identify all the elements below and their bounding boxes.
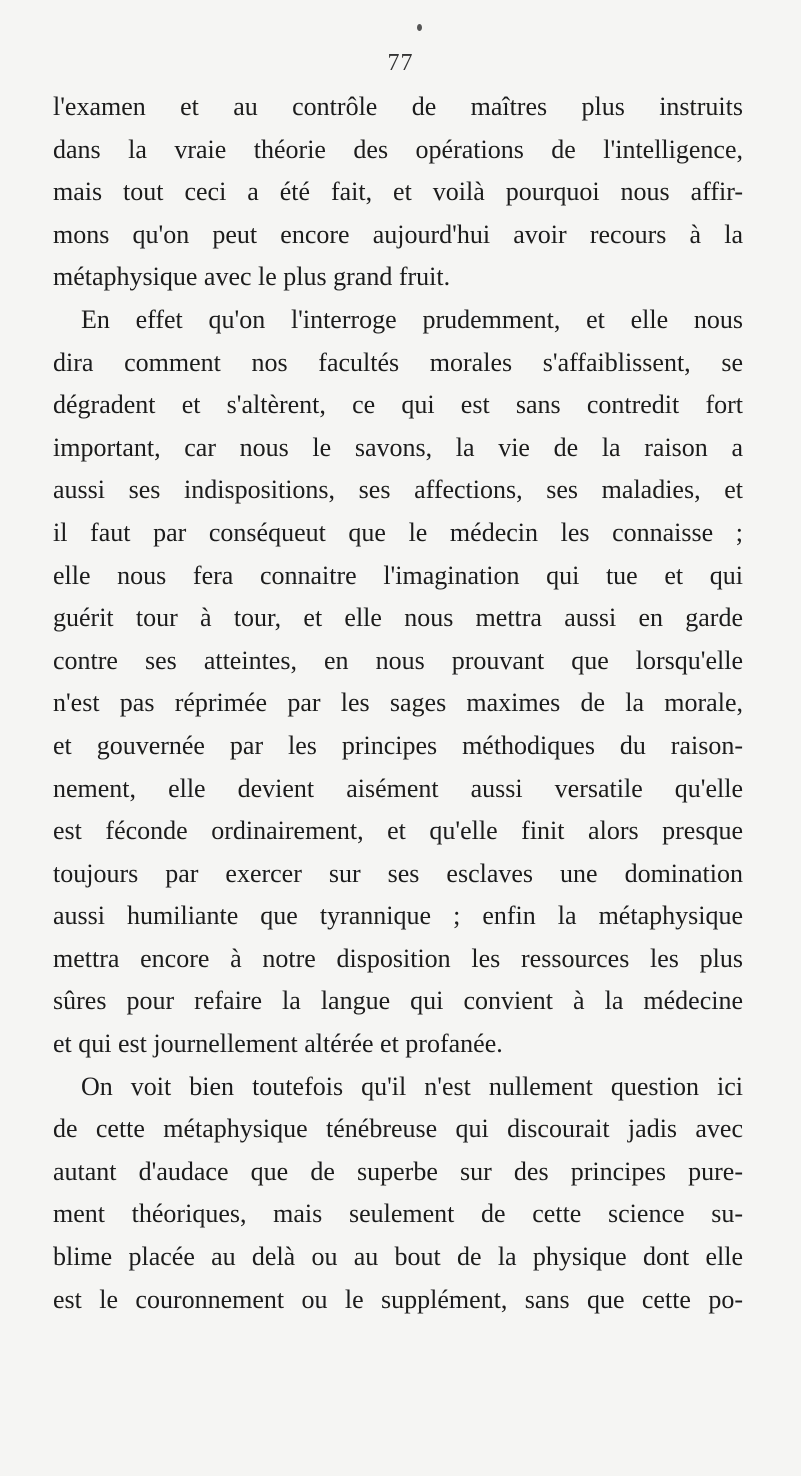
text-line: il faut par conséqueut que le médecin les connaisse ; [53, 517, 743, 547]
text-line: nement, elle devient aisément aussi versatile qu'elle [53, 773, 743, 803]
text-line: contre ses atteintes, en nous prouvant que lorsqu'elle [53, 645, 743, 675]
text-line: En effet qu'on l'interroge prudemment, et elle nous [81, 304, 743, 334]
text-line: On voit bien toutefois qu'il n'est nullement question ici [81, 1071, 743, 1101]
text-line: et gouvernée par les principes méthodiques du raison- [53, 730, 743, 760]
body-text [53, 86, 743, 1321]
text-line: de cette métaphysique ténébreuse qui discourait jadis avec [53, 1114, 743, 1144]
text-line: et qui est journellement altérée et profanée. [53, 1029, 503, 1059]
text-line: l'examen et au contrôle de maîtres plus instruits [53, 92, 743, 121]
text-line: ment théoriques, mais seulement de cette science su- [53, 1199, 743, 1229]
text-line: dans la vraie théorie des opérations de l'intelligence, [53, 134, 743, 164]
text-line: toujours par exercer sur ses esclaves une domination [53, 858, 743, 888]
text-line: aussi ses indispositions, ses affections, ses maladies, et [53, 475, 743, 505]
text-line: aussi humiliante que tyrannique ; enfin la métaphysique [53, 901, 743, 931]
text-line: mons qu'on peut encore aujourd'hui avoir recours à la [53, 219, 743, 249]
text-line: blime placée au delà ou au bout de la physique dont elle [53, 1242, 743, 1272]
text-line: mais tout ceci a été fait, et voilà pourquoi nous affir- [53, 177, 743, 207]
text-line: dégradent et s'altèrent, ce qui est sans contredit fort [53, 390, 743, 420]
text-line: sûres pour refaire la langue qui convient à la médecine [53, 986, 743, 1016]
ink-dot [417, 24, 422, 31]
text-line: guérit tour à tour, et elle nous mettra aussi en garde [53, 603, 743, 633]
text-line: est le couronnement ou le supplément, sans que cette po- [53, 1284, 743, 1314]
text-line: autant d'audace que de superbe sur des principes pure- [53, 1156, 743, 1186]
text-line: est féconde ordinairement, et qu'elle finit alors presque [53, 816, 743, 846]
page-number: 77 [387, 50, 414, 76]
text-line: mettra encore à notre disposition les ressources les plus [53, 943, 743, 973]
text-line: important, car nous le savons, la vie de la raison a [53, 432, 743, 462]
text-line: métaphysique avec le plus grand fruit. [53, 262, 451, 292]
text-line: elle nous fera connaitre l'imagination qui tue et qui [53, 560, 743, 590]
text-line: dira comment nos facultés morales s'affaiblissent, se [53, 347, 743, 377]
text-line: n'est pas réprimée par les sages maximes de la morale, [53, 688, 743, 718]
